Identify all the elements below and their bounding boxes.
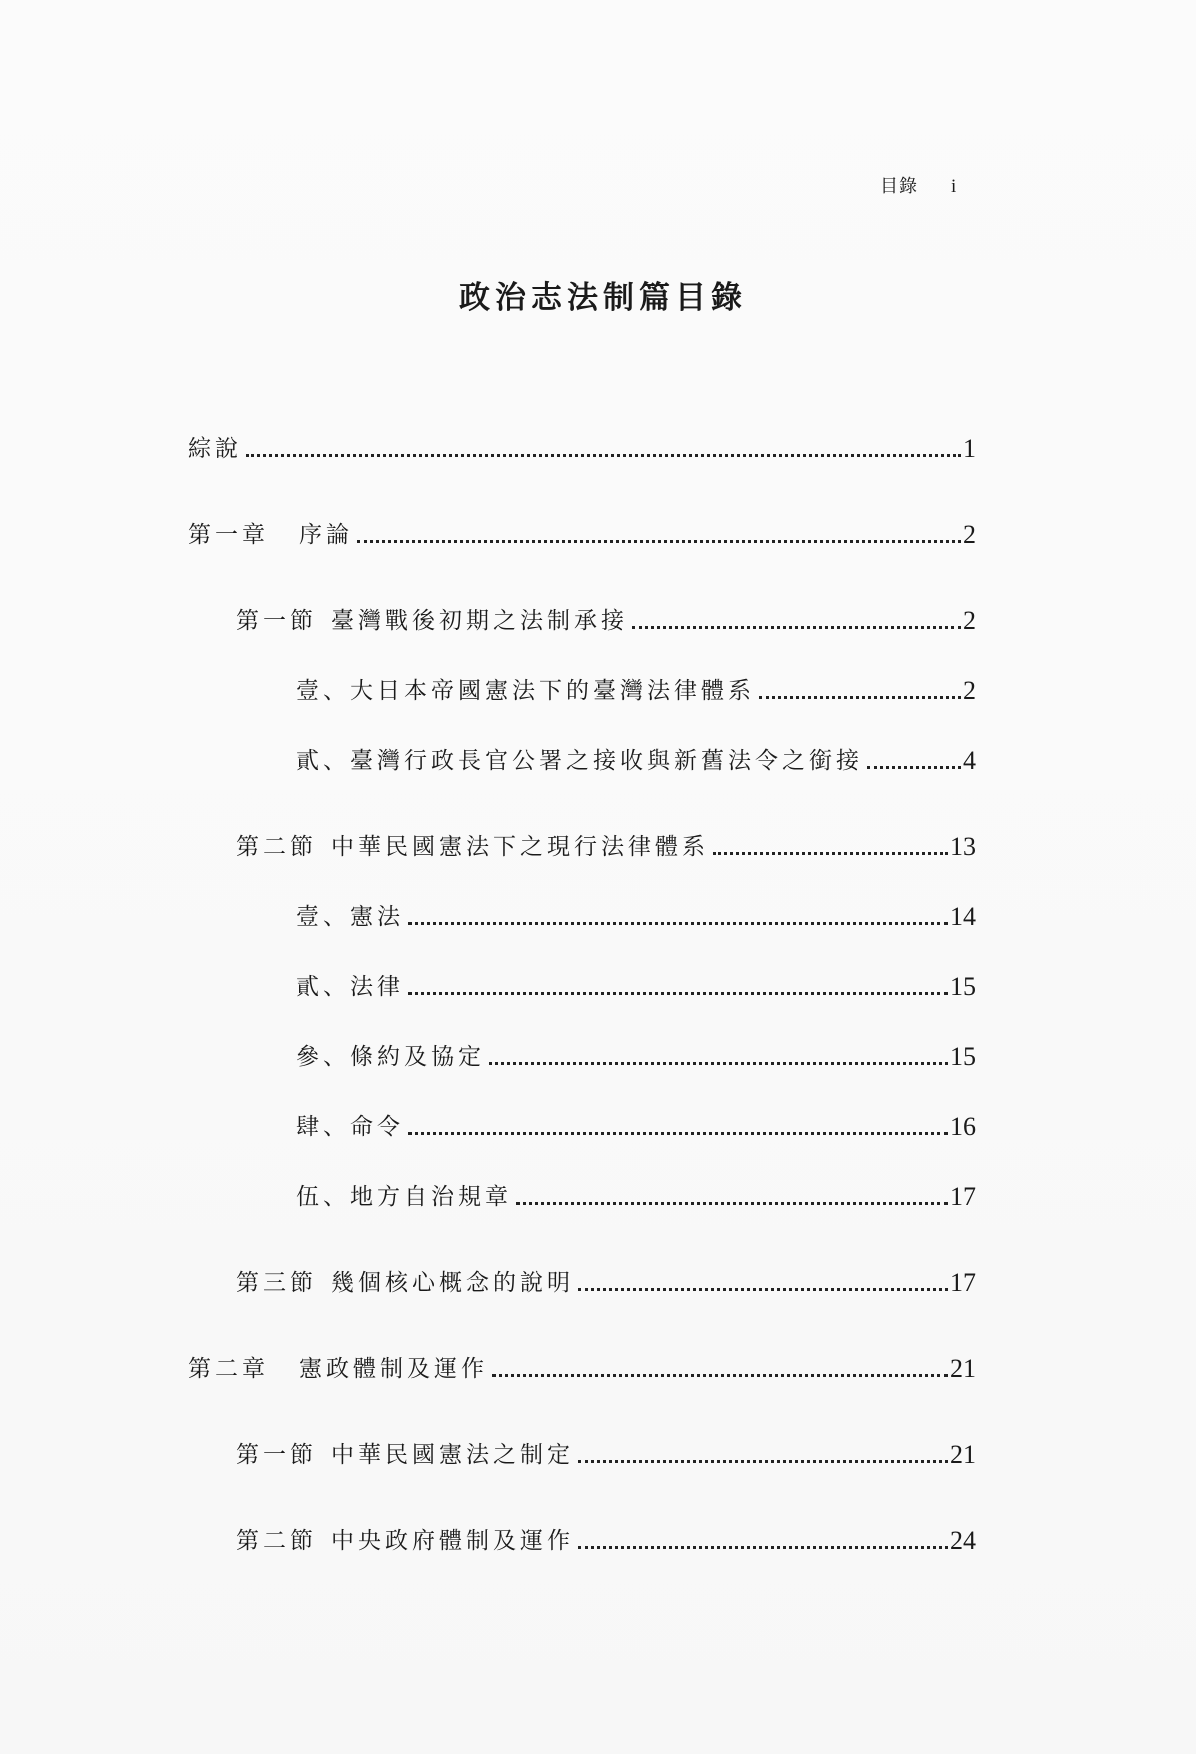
toc-entry-label: 第一章 序論 — [188, 522, 353, 548]
toc-entry-overview[interactable] — [188, 432, 976, 466]
dot-leader — [357, 540, 961, 543]
toc-page-number: 16 — [950, 1112, 976, 1141]
toc-entry-chapter-1[interactable] — [188, 518, 976, 552]
toc-entry-ch1-section-2[interactable] — [236, 830, 976, 864]
toc-entry-label: 第一節 臺灣戰後初期之法制承接 — [236, 608, 628, 634]
toc-page-number: 2 — [963, 676, 976, 705]
dot-leader — [632, 626, 961, 629]
toc-page-number: 21 — [950, 1354, 976, 1383]
dot-leader — [246, 454, 961, 457]
toc-page-number: 21 — [950, 1440, 976, 1469]
dot-leader — [759, 696, 961, 699]
toc-entry-ch1-s2-item-1[interactable] — [296, 900, 976, 934]
toc-entry-ch1-s2-item-2[interactable] — [296, 970, 976, 1004]
toc-entry-ch1-section-1[interactable] — [236, 604, 976, 638]
toc-entry-ch1-s2-item-4[interactable] — [296, 1110, 976, 1144]
toc-entry-label: 參、條約及協定 — [296, 1044, 485, 1070]
toc-entry-label: 貳、臺灣行政長官公署之接收與新舊法令之銜接 — [296, 748, 863, 774]
toc-page-number: 24 — [950, 1526, 976, 1555]
toc-entry-ch1-s2-item-3[interactable] — [296, 1040, 976, 1074]
toc-entry-ch2-section-2[interactable] — [236, 1524, 976, 1558]
toc-page-number: 2 — [963, 520, 976, 549]
toc-entry-label: 第一節 中華民國憲法之制定 — [236, 1442, 574, 1468]
toc-entry-ch1-s1-item-1[interactable] — [296, 674, 976, 708]
toc-page-number: 15 — [950, 972, 976, 1001]
toc-page-number: 17 — [950, 1268, 976, 1297]
toc-entry-label: 第二章 憲政體制及運作 — [188, 1356, 488, 1382]
toc-entry-label: 肆、命令 — [296, 1114, 404, 1140]
dot-leader — [578, 1460, 948, 1463]
dot-leader — [492, 1374, 948, 1377]
toc-entry-ch1-section-3[interactable] — [236, 1266, 976, 1300]
dot-leader — [578, 1288, 948, 1291]
toc-page-number: 13 — [950, 832, 976, 861]
dot-leader — [408, 1132, 948, 1135]
toc-entry-label: 伍、地方自治規章 — [296, 1184, 512, 1210]
dot-leader — [489, 1062, 948, 1065]
toc-entry-label: 第二節 中央政府體制及運作 — [236, 1528, 574, 1554]
toc-entry-label: 壹、憲法 — [296, 904, 404, 930]
toc-page-number: 1 — [963, 434, 976, 463]
toc-entry-ch1-s2-item-5[interactable] — [296, 1180, 976, 1214]
dot-leader — [713, 852, 948, 855]
toc-page-number: 2 — [963, 606, 976, 635]
toc-entry-label: 綜說 — [188, 436, 242, 462]
dot-leader — [867, 766, 961, 769]
toc-entry-ch1-s1-item-2[interactable] — [296, 744, 976, 778]
toc-entry-ch2-section-1[interactable] — [236, 1438, 976, 1472]
toc-page-number: 4 — [963, 746, 976, 775]
running-header — [880, 172, 956, 198]
toc-entry-label: 第二節 中華民國憲法下之現行法律體系 — [236, 834, 709, 860]
running-header-title: 目錄 — [880, 176, 918, 197]
page-title: 政治志法制篇目錄 — [459, 280, 747, 316]
running-header-page-number: i — [951, 176, 957, 197]
dot-leader — [516, 1202, 948, 1205]
toc-entry-label: 貳、法律 — [296, 974, 404, 1000]
toc-entry-label: 壹、大日本帝國憲法下的臺灣法律體系 — [296, 678, 755, 704]
toc-page-number: 14 — [950, 902, 976, 931]
toc-page-number: 17 — [950, 1182, 976, 1211]
toc-page-number: 15 — [950, 1042, 976, 1071]
dot-leader — [408, 922, 948, 925]
toc-entry-label: 第三節 幾個核心概念的說明 — [236, 1270, 574, 1296]
dot-leader — [408, 992, 948, 995]
toc-entry-chapter-2[interactable] — [188, 1352, 976, 1386]
dot-leader — [578, 1546, 948, 1549]
